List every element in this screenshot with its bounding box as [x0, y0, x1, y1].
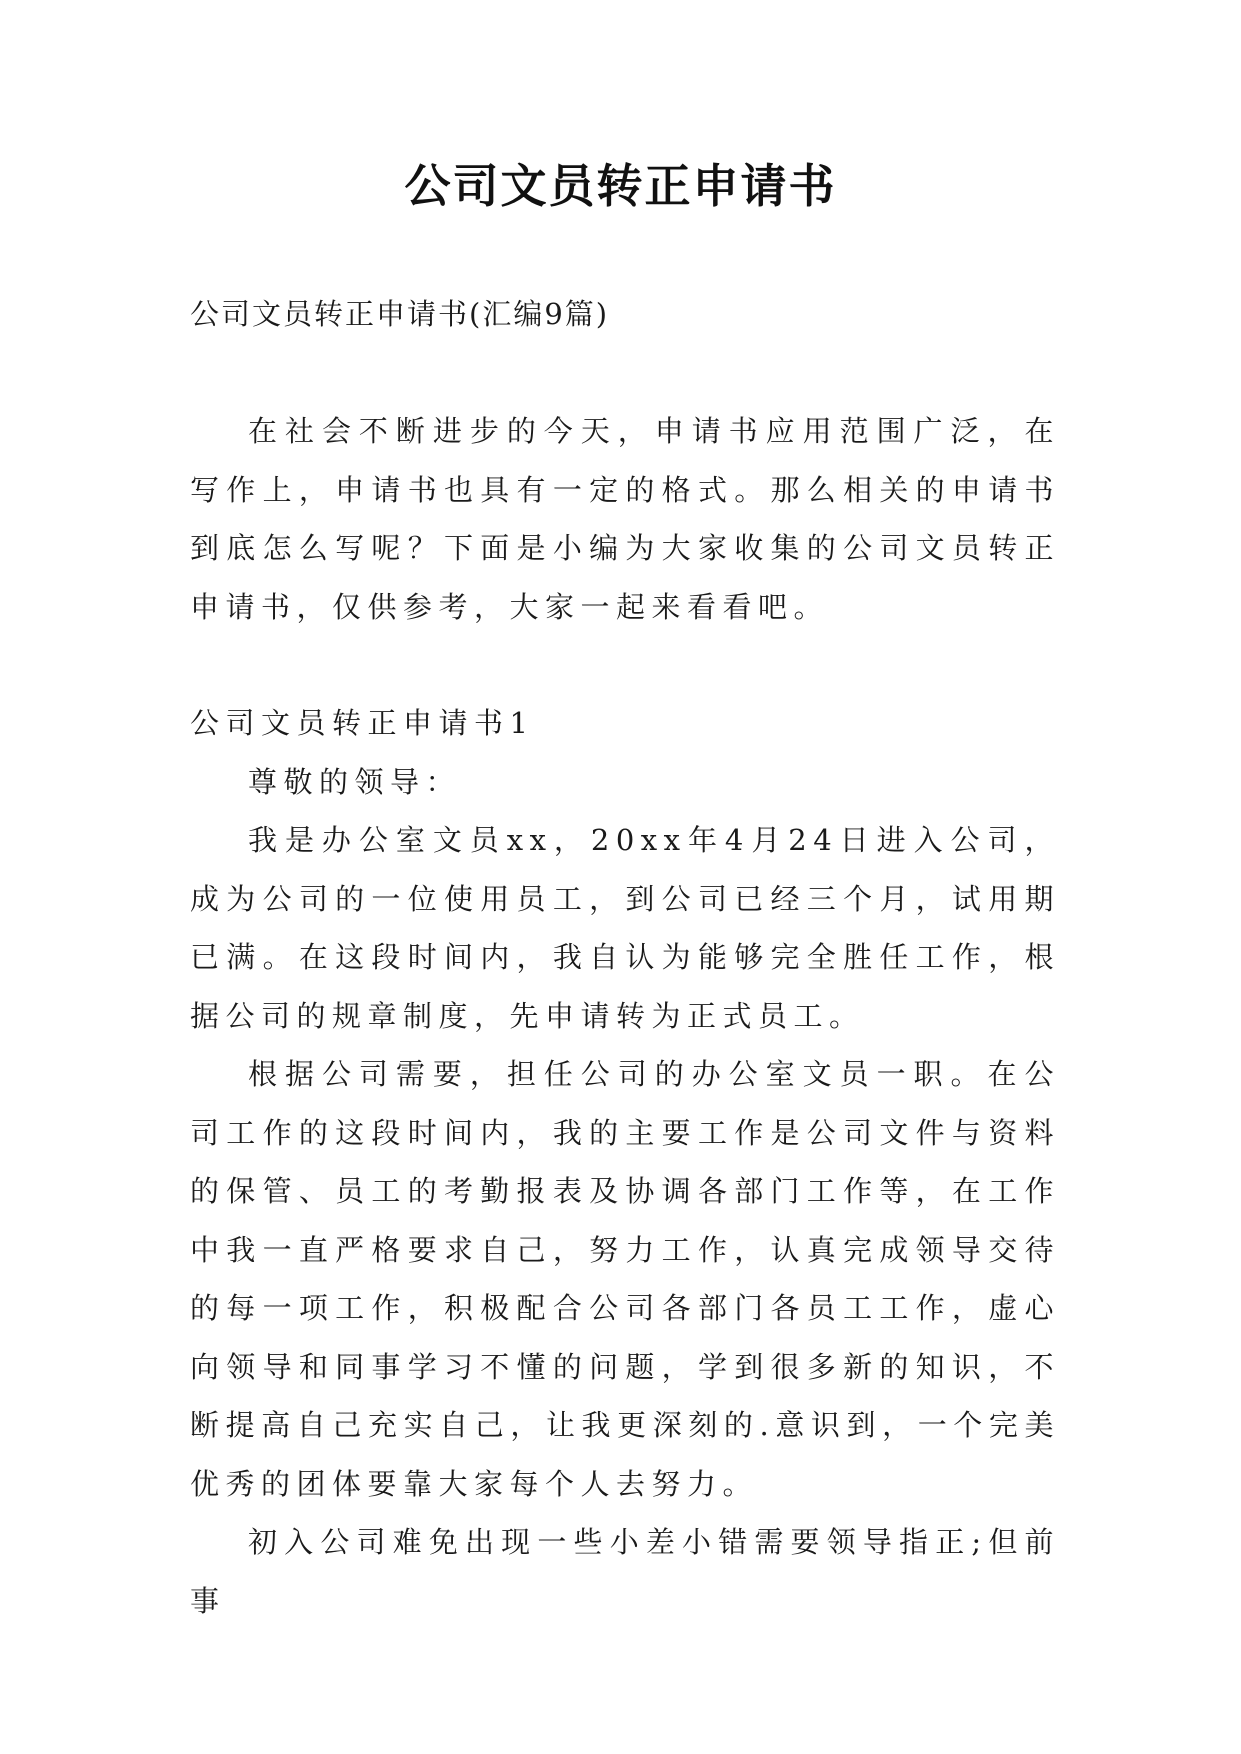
- intro-block: [190, 402, 1060, 636]
- section-heading: 公司文员转正申请书1: [190, 706, 535, 740]
- salutation: 尊敬的领导：: [248, 764, 462, 799]
- body-paragraph: 初入公司难免出现一些小差小错需要领导指正;但前事: [190, 1525, 1060, 1618]
- body-paragraph: 根据公司需要，担任公司的办公室文员一职。在公司工作的这段时间内，我的主要工作是公司文件与资料的保管、员工的考勤报表及协调各部门工作等，在工作中我一直严格要求自己，努力工作，认真完成领导交待的每一项工作，积极配合公司各部门各员工工作，虚心向领导和同事学习不懂的问题，学到很多新的知识，不断提高自己充实自己，让我更深刻的.意识到，一个完美优秀的团体要靠大家每个人去努力。: [190, 1057, 1060, 1501]
- document-subtitle: 公司文员转正申请书(汇编9篇): [190, 297, 610, 331]
- section-block: [190, 694, 1060, 1630]
- document-title: 公司文员转正申请书: [404, 159, 837, 213]
- intro-paragraph: 在社会不断进步的今天，申请书应用范围广泛，在写作上，申请书也具有一定的格式。那么相关的申请书到底怎么写呢？下面是小编为大家收集的公司文员转正申请书，仅供参考，大家一起来看看吧。: [190, 414, 1060, 624]
- body-paragraph: 我是办公室文员xx，20xx年4月24日进入公司，成为公司的一位使用员工，到公司已经三个月，试用期已满。在这段时间内，我自认为能够完全胜任工作，根据公司的规章制度，先申请转为正式员工。: [190, 823, 1060, 1033]
